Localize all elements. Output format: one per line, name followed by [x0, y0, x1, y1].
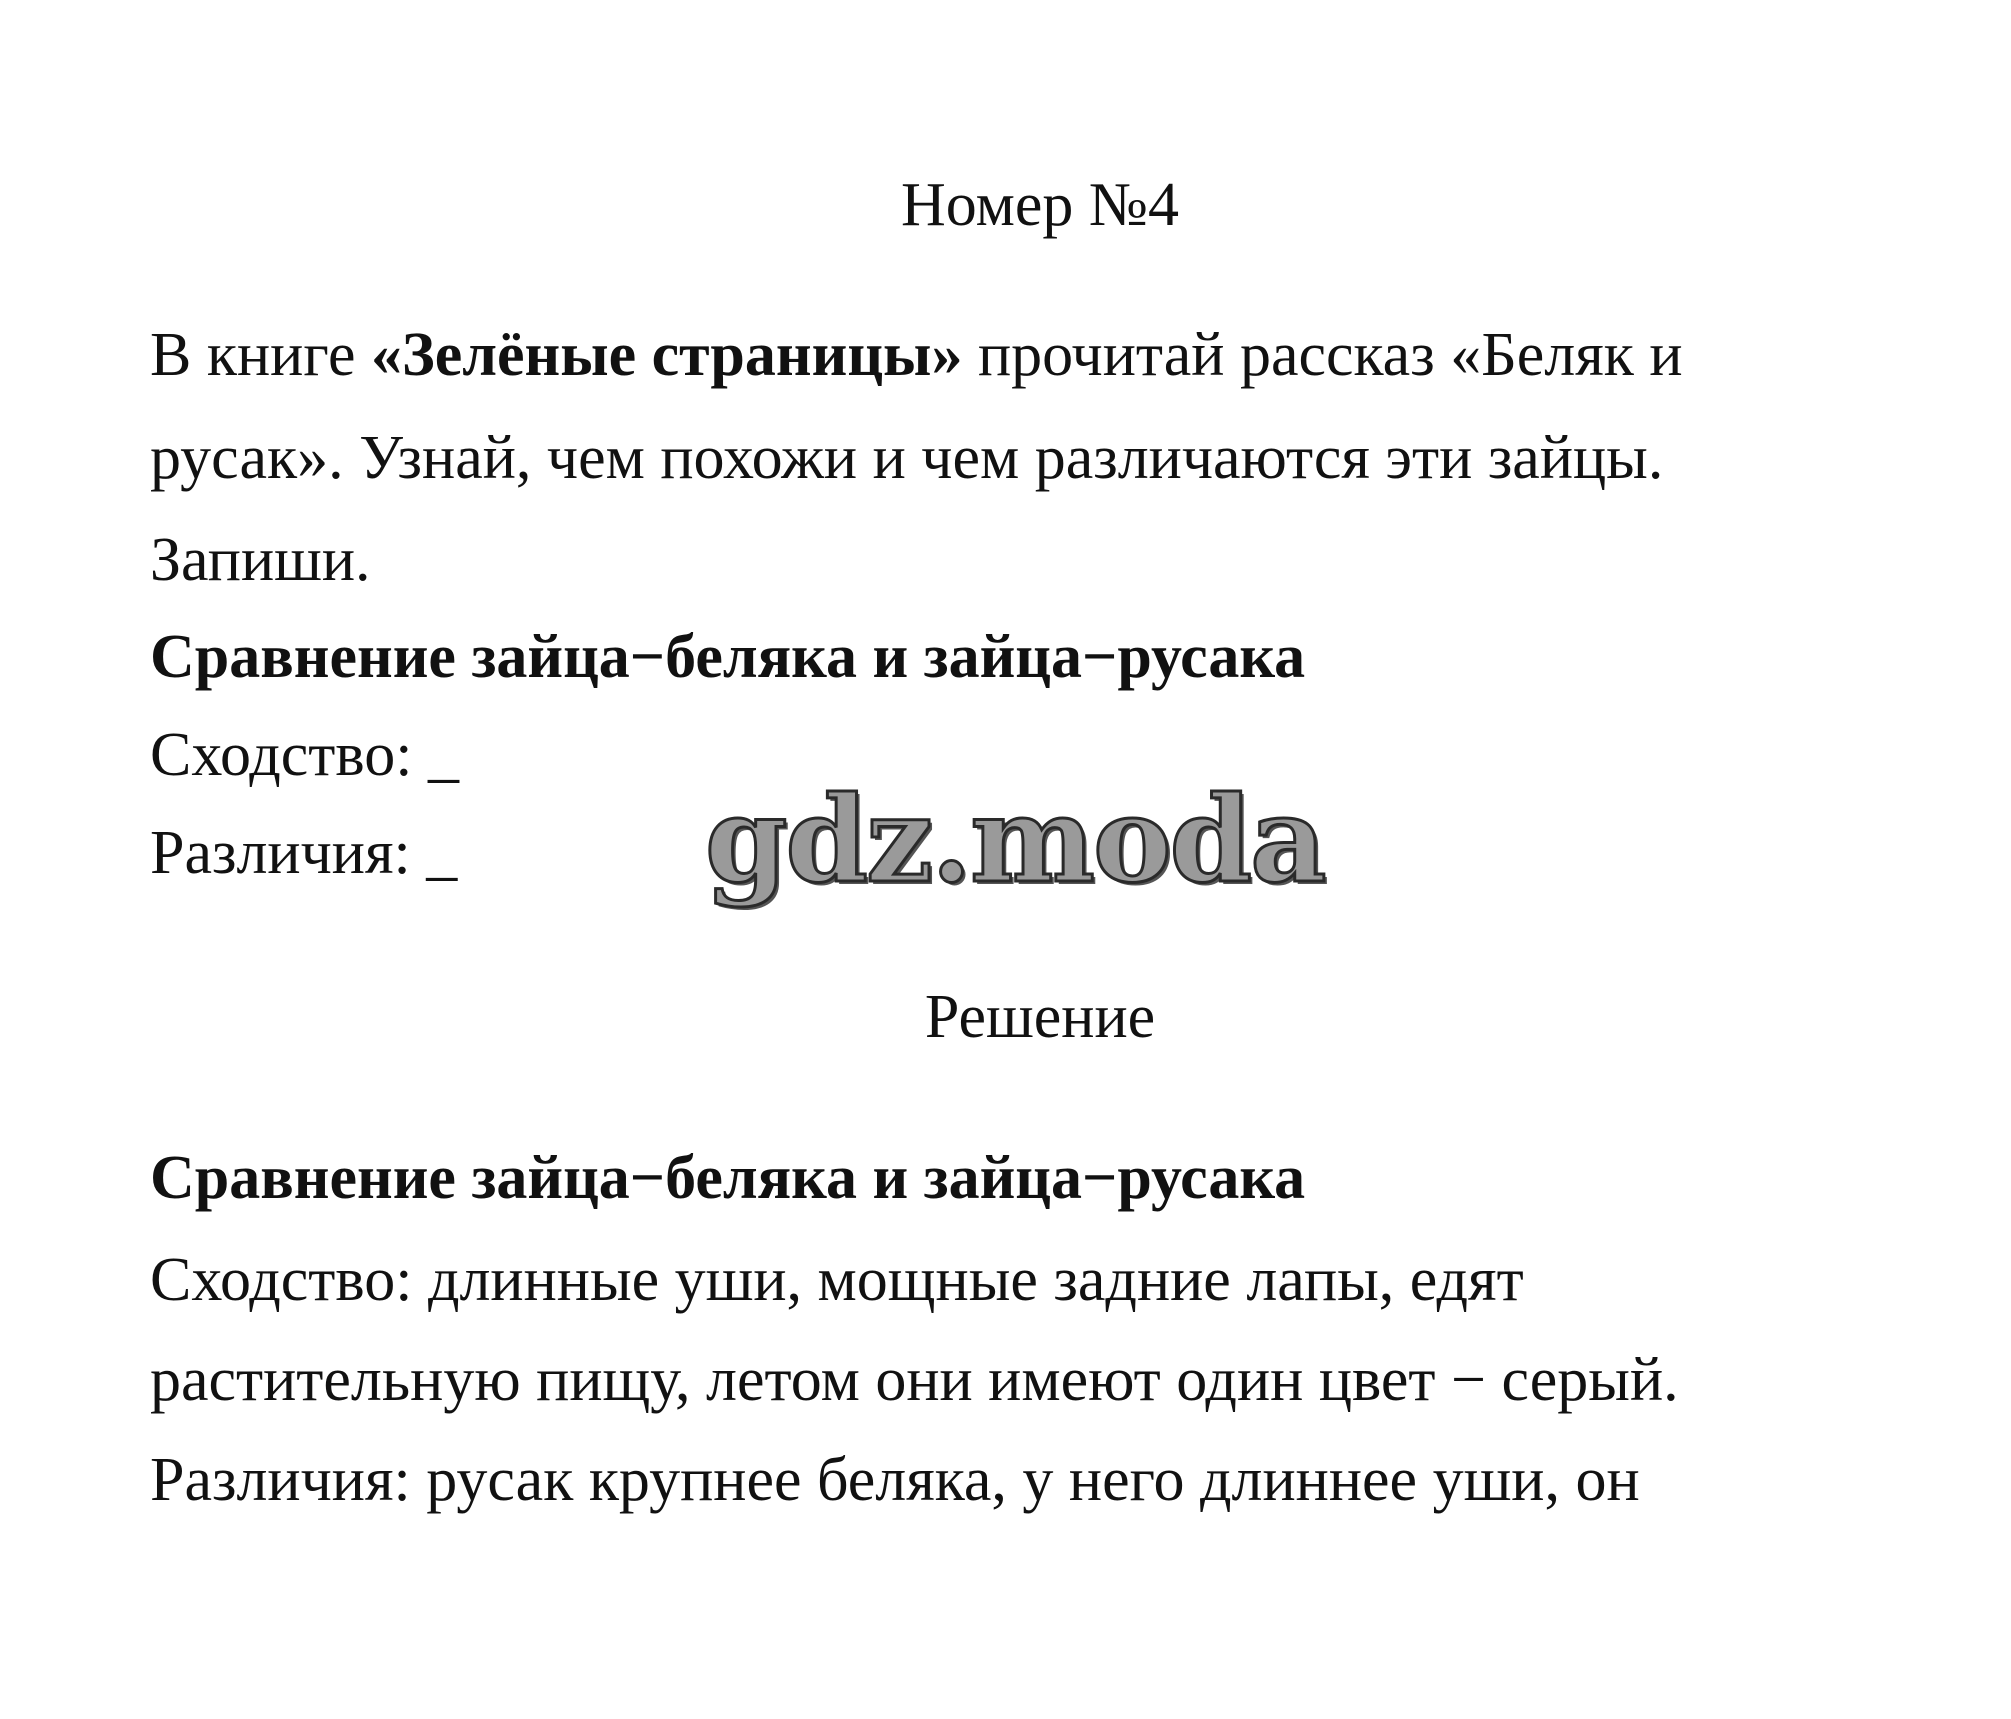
solution-differences-line-1: Различия: русак крупнее беляка, у него длиннее уши, он	[150, 1446, 1640, 1514]
task-line-1	[150, 320, 1683, 390]
solution-similarity-line-1: Сходство: длинные уши, мощные задние лапы, едят	[150, 1246, 1524, 1314]
task-line-1-end: прочитай рассказ «Беляк и	[962, 321, 1683, 389]
solution-title: Решение	[924, 983, 1156, 1051]
book-title: «Зелёные страницы»	[370, 321, 963, 389]
task-number-title: Номер №4	[900, 171, 1179, 239]
task-line-1-start: В книге	[150, 321, 371, 389]
watermark-logo: gdz.moda	[705, 770, 1325, 909]
task-heading: Сравнение зайца−беляка и зайца−русака	[150, 623, 1306, 691]
solution-heading: Сравнение зайца−беляка и зайца−русака	[150, 1144, 1306, 1212]
task-line-3: Запиши.	[150, 526, 371, 594]
task-similarity: Сходство: _	[150, 721, 459, 789]
task-line-2: русак». Узнай, чем похожи и чем различаются эти зайцы.	[150, 424, 1664, 492]
task-differences: Различия: _	[150, 819, 458, 887]
solution-similarity-line-2: растительную пищу, летом они имеют один цвет − серый.	[150, 1346, 1679, 1414]
